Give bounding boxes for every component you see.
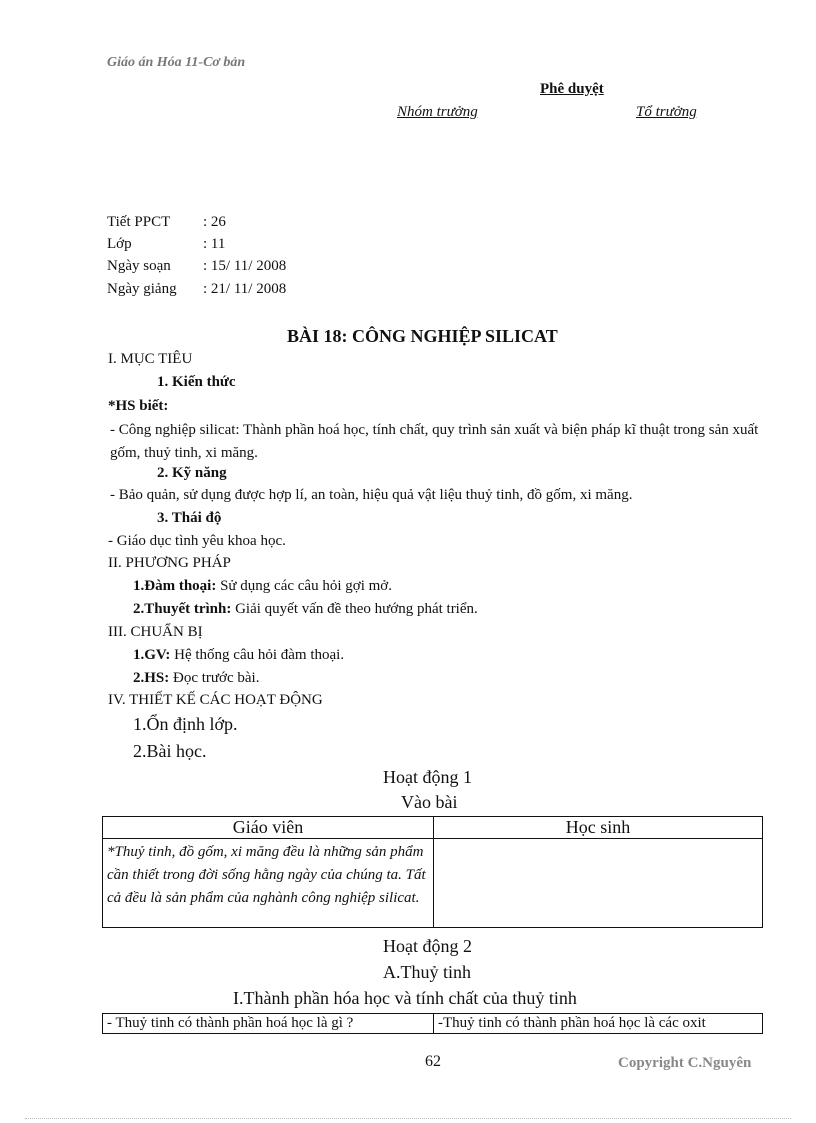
activity2-title: Hoạt động 2: [383, 936, 472, 956]
section-preparation: III. CHUẨN BỊ: [108, 624, 203, 640]
document-header: Giáo án Hóa 11-Cơ bản: [107, 55, 246, 70]
section-method: II. PHƯƠNG PHÁP: [108, 555, 231, 571]
prep-text: Hệ thống câu hỏi đàm thoại.: [170, 647, 345, 663]
page-number: 62: [425, 1053, 441, 1070]
info-value: : 26: [203, 214, 226, 230]
subsection-glass: A.Thuỷ tinh: [383, 962, 471, 982]
footer-divider: [25, 1118, 791, 1119]
prep-text: Đọc trước bài.: [169, 670, 260, 686]
knowledge-text: - Công nghiệp silicat: Thành phần hoá học, tính chất, quy trình sản xuất và biện pháp kĩ thuật trong sản xuất gốm, thuỷ tinh, xi măng.: [110, 422, 759, 461]
section-objectives: I. MỤC TIÊU: [108, 351, 193, 367]
method-label: 2.Thuyết trình:: [133, 601, 232, 617]
col-header-student: Học sinh: [434, 817, 763, 839]
activity1-table: [102, 816, 763, 928]
student-cell: [434, 839, 763, 928]
subsection-attitude: 3. Thái độ: [157, 510, 222, 526]
subsection-glass-composition: I.Thành phần hóa học và tính chất của thuỷ tinh: [233, 988, 577, 1008]
method-item-presentation: [133, 601, 478, 618]
prep-item-students: [133, 670, 259, 687]
prep-label: 2.HS:: [133, 670, 170, 686]
subsection-knowledge: 1. Kiến thức: [157, 374, 236, 390]
prep-item-teacher: [133, 647, 344, 664]
group-lead-label: Nhóm trưởng: [397, 104, 478, 120]
students-know-label: *HS biết:: [108, 398, 169, 414]
info-row-prepared: [107, 258, 286, 275]
teacher-cell: *Thuỷ tinh, đồ gốm, xi măng đều là những sản phẩm cần thiết trong đời sống hằng ngày của chúng ta. Tất cả đều là sản phẩm của nghành công nghiệp silicat.: [103, 839, 434, 928]
info-row-period: [107, 214, 226, 231]
info-label: Lớp: [107, 236, 132, 252]
step-lesson: 2.Bài học.: [133, 741, 207, 761]
question-cell: - Thuỷ tinh có thành phần hoá học là gì ?: [103, 1014, 434, 1034]
info-label: Ngày giảng: [107, 281, 177, 297]
info-value: : 11: [203, 236, 226, 252]
col-header-teacher: Giáo viên: [103, 817, 434, 839]
attitude-text: - Giáo dục tình yêu khoa học.: [108, 533, 286, 549]
method-item-dialogue: [133, 578, 392, 595]
copyright-text: Copyright C.Nguyên: [618, 1055, 752, 1071]
skills-text: - Bảo quản, sử dụng được hợp lí, an toàn, hiệu quả vật liệu thuỷ tinh, đồ gốm, xi măng.: [110, 487, 633, 503]
activity1-subtitle: Vào bài: [401, 792, 458, 812]
team-lead-label: Tổ trưởng: [636, 104, 697, 120]
subsection-skills: 2. Kỹ năng: [157, 465, 227, 481]
info-label: Ngày soạn: [107, 258, 171, 274]
info-value: : 15/ 11/ 2008: [203, 258, 287, 274]
prep-label: 1.GV:: [133, 647, 171, 663]
info-value: : 21/ 11/ 2008: [203, 281, 287, 297]
info-label: Tiết PPCT: [107, 214, 171, 230]
method-text: Sử dụng các câu hỏi gợi mở.: [216, 578, 392, 594]
info-row-taught: [107, 281, 286, 298]
activity2-table: [102, 1013, 763, 1034]
answer-cell: -Thuỷ tinh có thành phần hoá học là các oxit: [434, 1014, 763, 1034]
method-label: 1.Đàm thoại:: [133, 578, 217, 594]
info-row-class: [107, 236, 225, 253]
step-class-stabilize: 1.Ổn định lớp.: [133, 714, 238, 734]
activity1-title: Hoạt động 1: [383, 767, 472, 787]
lesson-title: BÀI 18: CÔNG NGHIỆP SILICAT: [287, 326, 558, 346]
section-activities: IV. THIẾT KẾ CÁC HOẠT ĐỘNG: [108, 692, 323, 708]
method-text: Giải quyết vấn đề theo hướng phát triển.: [231, 601, 478, 617]
approval-label: Phê duyệt: [540, 81, 604, 97]
